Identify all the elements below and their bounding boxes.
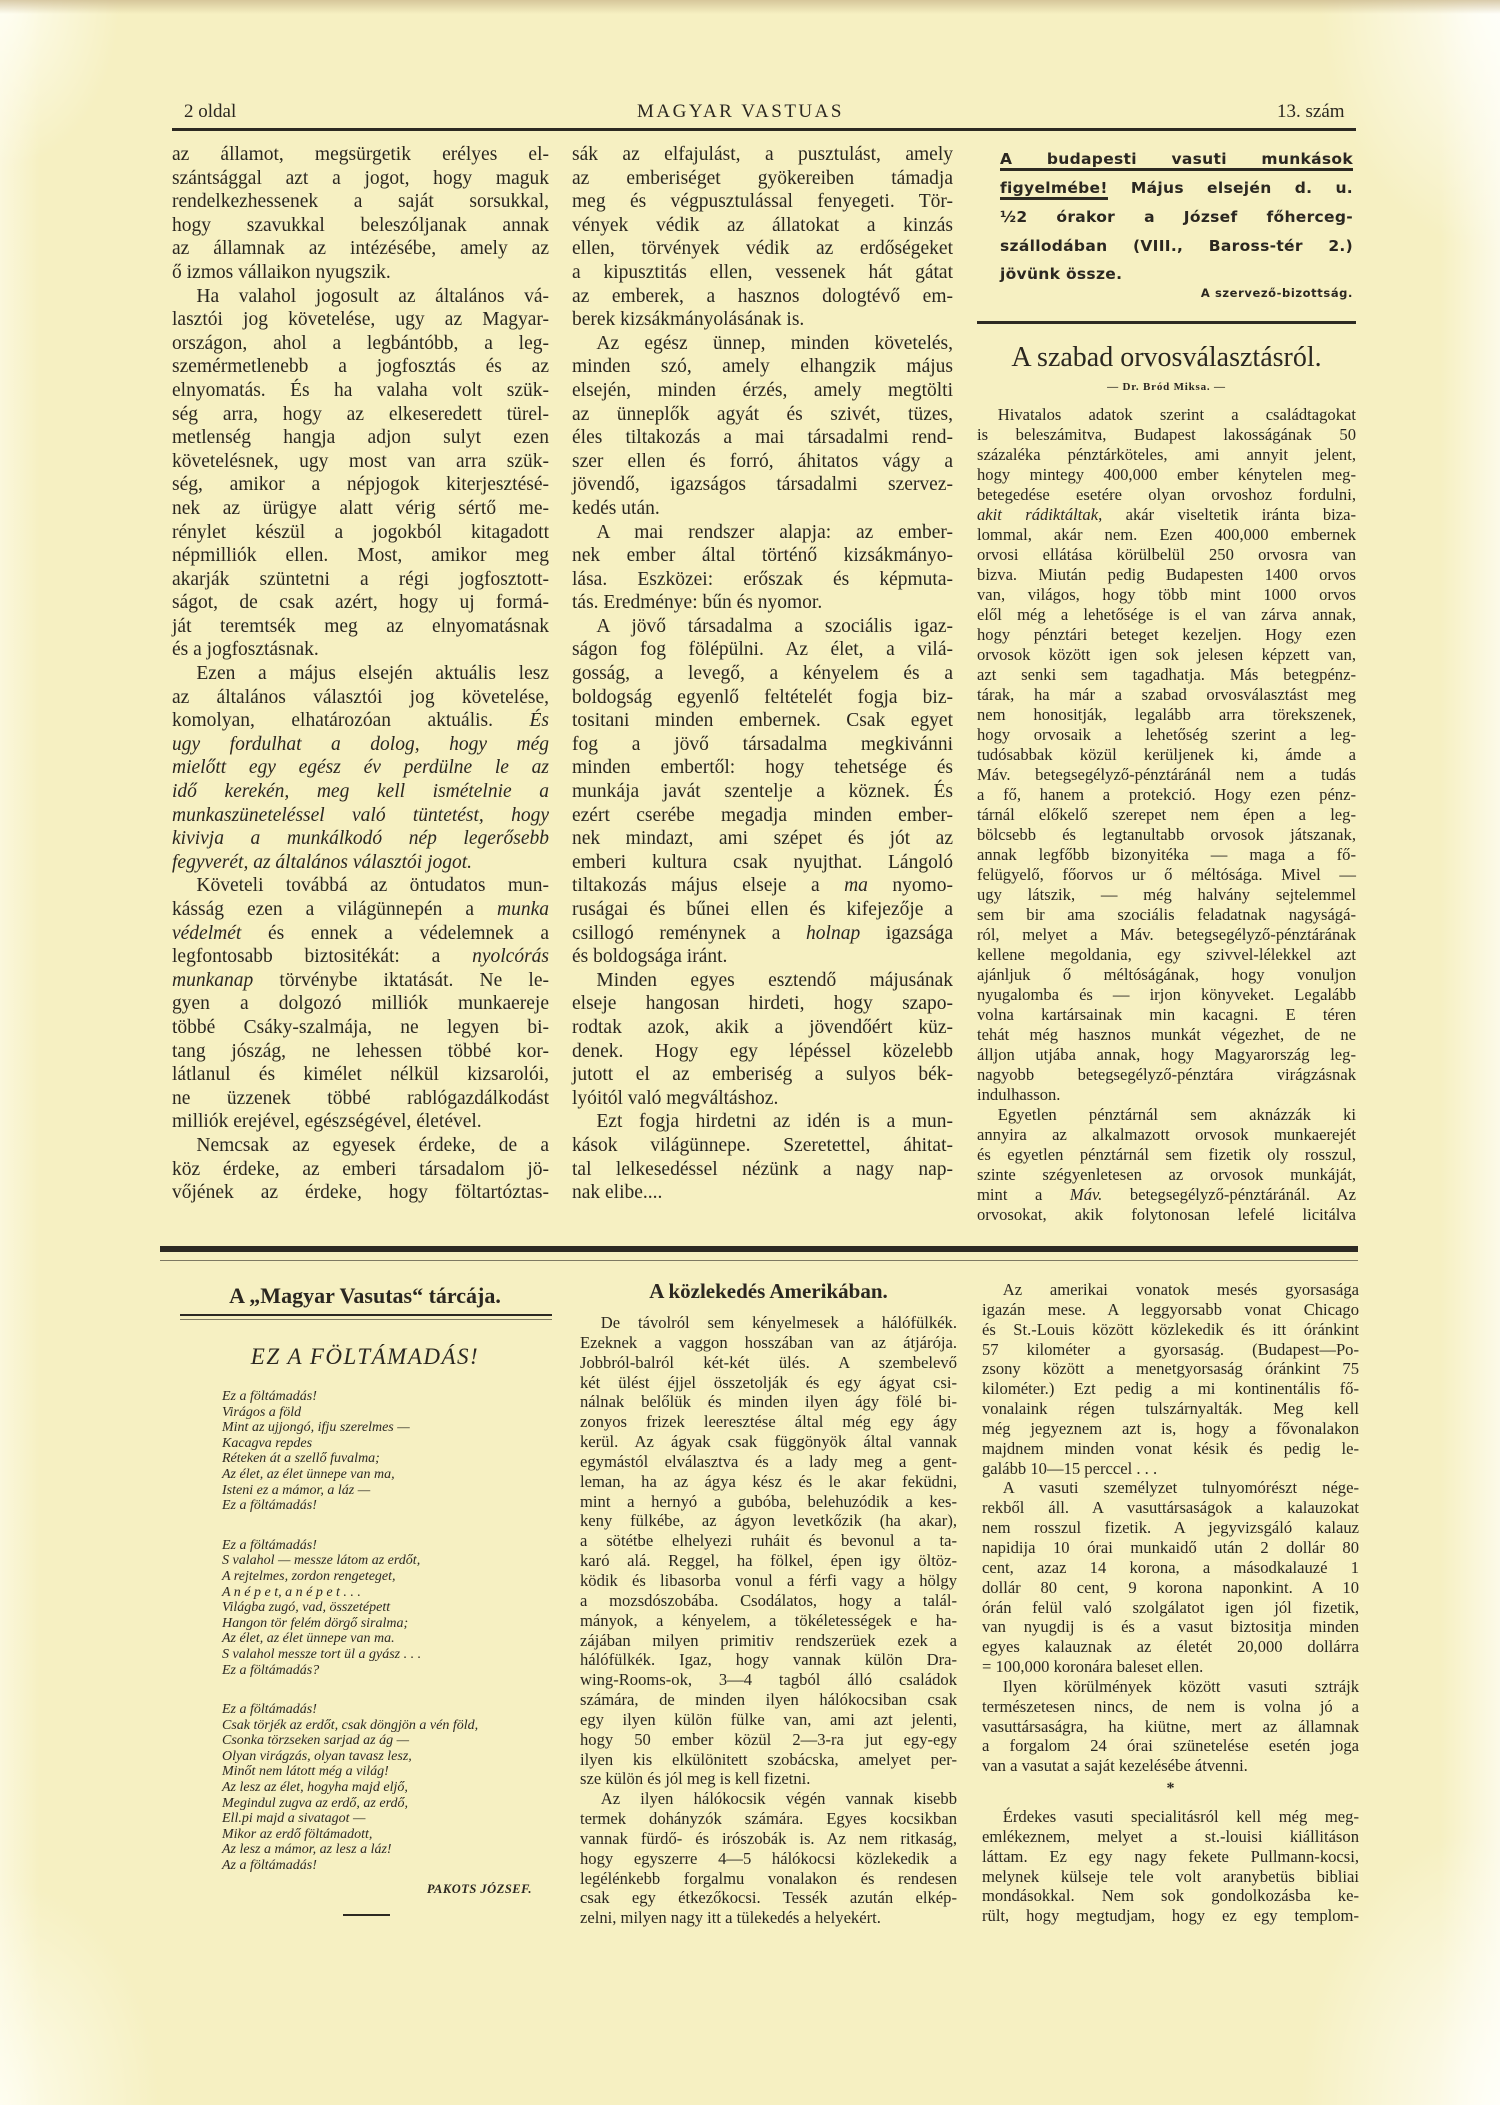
text-line: a sötétbe elhelyezi ruháit és bevonul a ta- (580, 1531, 957, 1551)
text-line: és boldogsága iránt. (572, 946, 728, 968)
text-line (172, 756, 549, 780)
poem-line: S valahol messze tort ül a gyász . . . (222, 1646, 422, 1662)
text-line: gyen a dolgozó milliók munkaereje (172, 993, 549, 1015)
italic-text: védelmét (172, 922, 242, 944)
text-line: nak elibe.... (572, 1182, 663, 1204)
notice-line: A budapesti vasuti munkások (1000, 150, 1353, 171)
text-line: és a jogfosztásnak. (172, 639, 319, 661)
poem-title: EZ A FÖLTÁMADÁS! (250, 1344, 480, 1369)
text-line: ellen, törvények védik az erdőségeket (572, 238, 953, 260)
text-line: rodtak azok, akik a jövendőért küz- (572, 1016, 953, 1038)
text-line: nyugalomba és — irjon könyveket. Legalább (977, 985, 1356, 1004)
text-line: bizva. Miután pedig Budapesten 1400 orvos (977, 565, 1356, 584)
text-line: nem honositják, legalább arra törekszenek, (977, 705, 1356, 724)
text-line: ruságai és bűnei ellen és kifejezője a (572, 899, 953, 920)
text-line: tang jószág, ne lehessen többé kor- (172, 1040, 549, 1062)
italic-text: kivivja a munkálkodó nép legerősebb (172, 828, 549, 850)
notice-box (1000, 145, 1353, 287)
article-title: A szabad orvosválasztásról. (1011, 342, 1322, 373)
poem-line: Virágos a föld (222, 1404, 302, 1420)
poem-line: Az élet, az élet ünnepe van ma. (222, 1631, 395, 1647)
text-line: elnyomatás. És ha valaha volt szük- (172, 379, 549, 401)
poem-line: S valahol — messze látom az erdőt, (222, 1553, 421, 1569)
text-line: hogy orvosaik a lehetőség szerint a leg- (977, 725, 1356, 744)
notice-signature: A szervező-bizottság. (1200, 286, 1353, 300)
text-line: Ilyen körülmények között vasuti sztrájk (1002, 1676, 1359, 1696)
text-line: zájában milyen primitiv rendszerüek ezek a (580, 1630, 957, 1650)
text-line: betegedése esetére olyan orvoshoz fordulni, (977, 485, 1356, 504)
text-line: mint a hernyó a gubóba, belehuzódik a kes- (580, 1491, 957, 1511)
poem (222, 1389, 552, 1874)
text-line: vonalaink régen tulszárnyalták. Meg kell (982, 1399, 1359, 1419)
text-line (172, 898, 549, 922)
text-line: sák az elfajulást, a pusztulást, amely (572, 144, 953, 165)
text-line: emlékeznem, melyet a st.-louisi kiállitáson (982, 1826, 1359, 1846)
text-line (977, 1185, 1356, 1205)
text-line: elsején, minden érzés, amely megtölti (572, 379, 953, 401)
text-line: zonyos frizek leeresztése által még egy ágy (580, 1412, 957, 1432)
italic-text: munkanap (172, 969, 254, 991)
poem-line: Kacagva repdes (222, 1435, 313, 1451)
text-line: felügyelő, főorvos ur ő méltósága. Mivel — (977, 865, 1356, 884)
text-line: elől még a lehetősége is el van zárva annak, (977, 605, 1356, 624)
text-line (172, 827, 549, 851)
text-line: kellene megoldania, egy szivvel-lélekkel azt (977, 945, 1356, 964)
text-line: nek az ürügye alatt vérig sértő me- (172, 497, 549, 519)
text-line: lasztói jog követelése, ugy az Magyar- (172, 309, 549, 331)
heading-rule (180, 1319, 552, 1320)
text-line: Minden egyes esztendő májusának (596, 969, 953, 991)
text-line: mányok, a kényelem, a tökéletességek e ha- (580, 1610, 957, 1630)
poem-line: A rejtelmes, zordon rengeteget, (222, 1568, 396, 1584)
text-line: hogy egyszerre 4—5 hálókocsi közlekedik a (580, 1848, 957, 1868)
text-line: még jegyeznem azt is, hogy a fővonalakon (982, 1418, 1359, 1438)
italic-text: ugy fordulhat a dolog, hogy még (172, 733, 549, 755)
poem-line: Ez a föltámadás! (222, 1389, 317, 1404)
text-line: Követeli továbbá az öntudatos mun- (196, 875, 549, 897)
article-title: A közlekedés Amerikában. (649, 1279, 888, 1303)
text-line: tárnál előkelő szerepet nem épen a leg- (977, 805, 1356, 824)
text-line (172, 969, 549, 993)
text-line (172, 922, 549, 946)
poem-line: Csonka törzseken sarjad az ág — (222, 1733, 410, 1749)
text-line: milliók erejével, egészségével, életével. (172, 1111, 482, 1133)
text-line: van, világos, hogy több mint 1000 orvos (977, 585, 1356, 604)
text-line: a fő, hanem a protekció. Hogy ezen pénz- (977, 785, 1356, 804)
poem-line: Megindul zugva az erdő, az erdő, (222, 1795, 408, 1811)
text-line: munkája javát szentelje a köznek. És (572, 781, 953, 803)
text-line: nálnak belőlük és minden ilyen ágy fölé bi- (580, 1392, 957, 1412)
text-line: cent, azaz 14 korona, a másodkalauzé 1 (982, 1557, 1359, 1577)
text-line: a mozsdószobába. Csodálatos, hogy a talál- (580, 1590, 957, 1610)
text-line: szinte szégyenletesen az orvosok munkáját, (977, 1165, 1356, 1184)
notice-line: Május elsején d. u. (1107, 179, 1353, 197)
text-line: legélénkebb forgalmu vonalakon és rendesen (580, 1868, 957, 1888)
text-line: orvosokat, akik folytonosan lefelé licitálva (977, 1205, 1356, 1224)
text-segment: komolyan, elhatározóan aktuális. (172, 710, 530, 732)
italic-text: nyolcórás (472, 946, 549, 968)
text-line: majdnem minden vonat késik és pedig le- (982, 1438, 1359, 1458)
text-line: keny fülkébe, az ágyon levetkőzik (ha akar), (580, 1511, 957, 1531)
text-line: orvosok között igen sok jelesen képzett van, (977, 645, 1356, 664)
text-line: indulhasson. (977, 1085, 1061, 1104)
text-line: minden szó, amely elhangzik május (572, 356, 953, 378)
text-line: akarják szüntetni a régi jogfosztott- (172, 568, 549, 590)
text-segment: betegsegélyző-pénztáránál. Az (1102, 1185, 1357, 1204)
text-line: ról, melyet a Máv. betegsegélyző-pénztárának (977, 925, 1356, 944)
text-line: ságon fog fölépülni. Az élet, a vilá- (572, 639, 953, 661)
article-byline: — Dr. Bród Miksa. — (1107, 381, 1226, 393)
poem-line: Az lesz az élet, hogyha majd eljő, (222, 1780, 408, 1796)
text-line: zsony között a menetgyorsaság óránkint 75 (982, 1359, 1359, 1379)
text-line: ját teremtsék meg az elnyomatásnak (172, 615, 549, 637)
text-line: kások világünnepe. Szeretettel, áhitat- (572, 1134, 953, 1156)
text-segment: tiltakozás május elseje a (572, 875, 845, 897)
text-line: százaléka pénztárköteles, ami annyit jelent, (977, 445, 1356, 464)
text-line: annak legfőbb bizonyitéka — maga a fő- (977, 845, 1356, 864)
text-line: egy ilyen külön fülke van, ami azt jelenti, (580, 1709, 957, 1729)
text-line: hogy 50 ember közül 2—3-ra jut egy-egy (580, 1729, 957, 1749)
text-line: népmilliók ellen. Most, amikor meg (172, 545, 549, 567)
text-line: wing-Rooms-ok, 3—4 tagból álló családok (580, 1670, 957, 1690)
poem-line: Az lesz a mámor, az lesz a láz! (222, 1842, 392, 1858)
text-line: Ezeknek a vaggon hosszában van az átjárója. (580, 1332, 957, 1352)
italic-text: idő kerekén, meg kell ismételnie a (172, 781, 549, 803)
text-line: ség arra, hogy az elkeseredett türel- (172, 403, 549, 425)
end-rule (343, 1914, 390, 1916)
article-america-column-1 (580, 1313, 957, 1928)
text-line: ajánljuk ő méltóságának, hogy vonuljon (977, 965, 1356, 984)
text-line: ezért cserébe megadja minden ember- (572, 804, 953, 826)
text-line: Az egész ünnep, minden követelés, (596, 332, 953, 354)
text-line: követelésnek, ugy most van arra szük- (172, 450, 549, 472)
text-line: volna kartársainak min kacagni. E téren (977, 1005, 1356, 1024)
text-line: berek kizsákmányolásának is. (572, 309, 805, 331)
text-segment: törvénybe iktatását. Ne le- (253, 969, 549, 991)
text-line: metlenség hangja adjon sulyt ezen (172, 427, 549, 449)
text-line (977, 505, 1356, 525)
text-line (172, 733, 549, 757)
italic-text: mielőtt egy egész év perdülne le az (172, 757, 549, 779)
text-line: rénylet készül a jogokból kitagadott (172, 521, 549, 543)
text-line: vőjének az érdeke, hogy föltartóztas- (172, 1182, 549, 1204)
text-line: tás. Eredménye: bűn és nyomor. (572, 592, 823, 614)
text-line: is beleszámitva, Budapest lakosságának 50 (977, 425, 1356, 444)
poem-stanza (222, 1538, 552, 1678)
poem-line: Ell.pi majd a sivatagot — (222, 1811, 366, 1827)
text-line: zelni, milyen nagy itt a tülekedés a helyekért. (580, 1908, 881, 1928)
poem-line: Az a föltámadás! (222, 1858, 317, 1874)
text-line: van a vasutat a saját kezelésébe átvenni. (982, 1756, 1248, 1776)
text-line: az emberek, a hasznos dologtévő em- (572, 285, 953, 307)
text-line: rekből áll. A vasuttársaságok a kalauzokat (982, 1498, 1359, 1518)
section-divider-thick (160, 1246, 1358, 1252)
text-line: az általános választói jog követelése, (172, 686, 549, 708)
text-line: sze külön és jól meg is kell fizetni. (580, 1769, 811, 1789)
text-line: Jobbról-balról két-két ülés. A szembelevő (580, 1352, 957, 1372)
notice-line: szállodában (VIII., Baross-tér 2.) (1000, 237, 1353, 255)
poem-line: Ez a föltámadás! (222, 1498, 317, 1514)
text-line: nem rosszul fizetik. A jegyvizsgáló kalauz (982, 1518, 1359, 1538)
text-line: rült, hogy megtudjam, hogy ez egy templom- (982, 1906, 1359, 1926)
text-line: A jövő társadalma a szociális igaz- (596, 615, 953, 637)
text-line: szer ellen és forró, áhitatos vágy a (572, 450, 953, 472)
text-line: egyes kalauznak az életét 20,000 dollárra (982, 1637, 1359, 1657)
text-line: és St.-Louis között közlekedik és itt óránkint (982, 1319, 1359, 1339)
text-line: = 100,000 koronára baleset ellen. (982, 1657, 1204, 1677)
text-line: számára, de minden ilyen hálókocsiban csak (580, 1690, 957, 1710)
text-line: A mai rendszer alapja: az ember- (596, 521, 953, 543)
text-line: ságot, de csak azért, hogy uj formá- (172, 592, 549, 614)
notice-line: ½2 órakor a József főherceg- (1000, 208, 1353, 226)
text-line: Az amerikai vonatok mesés gyorsasága (1002, 1280, 1359, 1299)
text-line: tudósabbak közül kerüljenek ki, ámde a (977, 745, 1356, 764)
text-line: dollár 80 cent, 9 korona naponkint. A 10 (982, 1577, 1359, 1597)
text-line (172, 780, 549, 804)
poem-line: A n é p e t, a n é p e t . . . (222, 1584, 361, 1600)
text-line: rendelkezhessenek a saját sorsukkal, (172, 191, 549, 213)
text-line: fog a jövő társadalma megkivánni (572, 733, 953, 755)
text-line: termek dohányzók számára. Egyes kocsikban (580, 1809, 957, 1829)
text-line: tehát még hasznos munkát végezhet, de ne (977, 1025, 1356, 1044)
text-segment: nyomo- (867, 875, 953, 897)
section-asterisk: * (1166, 1780, 1175, 1797)
text-line: az államnak az intézésébe, amely az (172, 238, 549, 260)
text-line: órán felül való szolgálatot igen jól fizetik, (982, 1597, 1359, 1617)
text-line: hogy mintegy 400,000 ember kénytelen meg- (977, 465, 1356, 484)
text-line: és egyetlen pénztárnál sem fizetik oly rosszul, (977, 1145, 1356, 1164)
poem-line: Az élet, az élet ünnepe van ma, (222, 1466, 395, 1482)
text-line: a kipusztitás ellen, vessenek hát gátat (572, 261, 953, 283)
text-line (572, 922, 953, 946)
text-line: egymástól elválasztva és a lady meg a gent- (580, 1451, 957, 1471)
issue-number: 13. szám (1277, 101, 1345, 122)
poem-line: Hangon tör felém dörgő siralma; (222, 1615, 409, 1631)
text-line (572, 874, 953, 898)
italic-text: munkaszüneteléssel való tüntetést, hogy (172, 804, 549, 826)
notice-line: jövünk össze. (1000, 265, 1123, 283)
italic-text: holnap (806, 922, 861, 944)
text-line: az emberiséget gyökereiben támadja (572, 167, 953, 189)
text-line (172, 709, 549, 733)
italic-text: És (529, 710, 549, 732)
italic-text: fegyverét, az általános választói jogot. (172, 851, 473, 873)
page-number: 2 oldal (184, 101, 237, 122)
article-may-day-column-1 (172, 143, 549, 1205)
poem-line: Világba zugó, vad, összetépett (222, 1600, 391, 1616)
text-segment: csillogó reménynek a (572, 922, 807, 944)
text-line: ség, amikor a népjogok kiterjesztésé- (172, 474, 549, 496)
paper-stain (0, 0, 1500, 14)
poem-line: Ez a föltámadás! (222, 1537, 317, 1553)
text-line (172, 945, 549, 969)
poem-line: Csak törjék az erdőt, csak döngjön a vén föld, (222, 1717, 479, 1733)
text-line: annyira az alkalmazott orvosok munkaerejét (977, 1125, 1356, 1144)
section-divider-thin (160, 1260, 1358, 1261)
text-line (172, 804, 549, 828)
text-line: láttam. Ez egy nagy fekete Pullmann-kocsi, (982, 1846, 1359, 1866)
text-line: éles tiltakozás a mai társadalmi rend- (572, 427, 953, 449)
text-segment: mint a (977, 1185, 1070, 1204)
text-line: lyóitól való megváltáshoz. (572, 1087, 779, 1109)
text-line: denek. Hogy egy lépéssel közelebb (572, 1040, 953, 1062)
notice-line: figyelmébe! (1000, 179, 1108, 200)
text-line: szántsággal azt a jogot, hogy maguk (172, 167, 549, 189)
text-line: Egyetlen pénztárnál sem aknázzák ki (997, 1105, 1356, 1124)
text-line: kerül. Az ágyak csak függönyök által vannak (580, 1432, 957, 1452)
text-line: Nemcsak az egyesek érdeke, de a (196, 1134, 549, 1156)
text-line: emberi kultura csak nyujthat. Lángoló (572, 851, 953, 873)
text-line: azt senki sem tagadhatja. Más betegpénz- (977, 665, 1356, 684)
text-line: ugy látszik, — még halvány sejtelemmel (977, 885, 1356, 904)
text-line: Ezen a május elsején aktuális lesz (196, 663, 549, 685)
text-line: két ülést éjjel összetolják és egy ágyat csi- (580, 1372, 957, 1392)
header-rule (172, 128, 1356, 131)
poem-line: Réteken át a szellő fuvalma; (222, 1451, 380, 1467)
text-line: országon, ahol a legbántóbb, a leg- (172, 332, 549, 354)
italic-text: akit rádiktáltak, (977, 505, 1103, 524)
poem-line: Mikor az erdő föltámadott, (222, 1826, 373, 1842)
italic-text: ma (844, 875, 868, 897)
text-line: kedés után. (572, 497, 660, 519)
text-line: orvosi ellátása körülbelül 250 orvosra van (977, 545, 1356, 564)
text-line: csak egy étkezőkocsi. Tessék azután elkép- (580, 1888, 957, 1908)
text-line: nagyobb betegsegélyző-pénztára virágzásnak (977, 1065, 1356, 1084)
text-line: ő izmos vállaikon nyugszik. (172, 261, 391, 283)
poem-line: Minőt nem látott még a világ! (222, 1764, 389, 1780)
text-line: látlanul és kimélet nélkül kizsarolói, (172, 1064, 549, 1086)
text-line: hogy szavukkal beleszóljanak annak (172, 214, 549, 236)
text-line: köz érdeke, az emberi társadalom jö- (172, 1158, 549, 1180)
text-line: nek ember által történő kizsákmányo- (572, 545, 953, 567)
text-line: vasuttársaságra, ha kiütne, mert az államnak (982, 1716, 1359, 1736)
text-line: Ha valahol jogosult az általános vá- (196, 285, 549, 307)
text-line: bölcsebb és legtanultabb orvosok játszanak, (977, 825, 1356, 844)
text-line: mondásokkal. Nem sok gondolkozásba ke- (982, 1886, 1359, 1906)
poem-line: Isteni ez a mámor, a láz — (222, 1482, 371, 1498)
text-line: szemérmetlenebb a jogfosztás és az (172, 356, 549, 378)
text-line: jövendő, igazságos társadalmi szervez- (572, 474, 953, 496)
article-america-column-2 (982, 1280, 1359, 1776)
italic-text: Máv. (1069, 1185, 1103, 1204)
text-line: álljon utjába annak, hogy Magyarország leg- (977, 1045, 1356, 1064)
text-line: természetesen nincs, de nem is volna jó a (982, 1696, 1359, 1716)
text-line: többé Csáky-szalmája, ne legyen bi- (172, 1016, 549, 1038)
text-segment: kásság ezen a világünnepén a (172, 899, 497, 920)
article-america-column-2-continued (982, 1807, 1359, 1926)
article-may-day-column-2 (572, 143, 953, 1205)
text-line: ködik és libasorba vonul a férfi vagy a hölgy (580, 1570, 957, 1590)
poem-stanza (222, 1702, 552, 1874)
article-doctor-choice-body (977, 405, 1356, 1225)
text-line (172, 851, 549, 875)
text-line: jutott el az emberiség a sulyos bék- (572, 1064, 953, 1086)
poem-line: Mint az ujjongó, ifju szerelmes — (222, 1420, 410, 1436)
text-line: hálófülkék. Igaz, hogy vannak külön Dra- (580, 1650, 957, 1670)
section-rule (977, 321, 1356, 324)
text-segment: akár viseltetik iránta biza- (1102, 505, 1356, 524)
text-line: ne üzzenek többé rablógazdálkodást (172, 1087, 549, 1109)
text-line: meg és végpusztulással fenyegeti. Tör- (572, 191, 953, 213)
poem-line: Ez a föltámadás! (222, 1702, 317, 1718)
feuilleton-heading: A „Magyar Vasutas“ tárcája. (229, 1283, 501, 1308)
text-line: nek mindazt, ami szépet és jót az (572, 828, 953, 850)
text-line: igazán mese. A leggyorsabb vonat Chicago (982, 1299, 1359, 1319)
text-line: az államot, megsürgetik erélyes el- (172, 144, 549, 165)
text-line: tositani minden embernek. Csak egyet (572, 710, 953, 732)
text-line: melynek külseje tele volt aranybetüs bibliai (982, 1866, 1359, 1886)
text-line: A vasuti személyzet tulnyomórészt nége- (1002, 1478, 1359, 1498)
heading-rule (180, 1314, 552, 1316)
poem-author: PAKOTS JÓZSEF. (426, 1882, 532, 1896)
text-line: Hivatalos adatok szerint a családtagokat (997, 405, 1356, 424)
text-line: tal lelkesedéssel nézünk a nagy nap- (572, 1158, 953, 1180)
text-line: vények védik az állatokat a kinzás (572, 214, 953, 236)
poem-line: Ez a föltámadás? (222, 1662, 320, 1678)
text-line: hogy pénztári beteget kezeljen. Hogy ezen (977, 625, 1356, 644)
text-line: ilyen kis elkülönitett szobácska, amelyet per- (580, 1749, 957, 1769)
text-segment: legfontosabb biztositékát: a (172, 946, 473, 968)
text-line: Ezt fogja hirdetni az idén is a mun- (596, 1111, 953, 1133)
text-line: galább 10—15 perccel . . . (982, 1458, 1158, 1478)
text-line: lommal, akár nem. Ezen 400,000 embernek (977, 525, 1356, 544)
text-line: a forgalom 24 órai szünetelése esetén joga (982, 1736, 1359, 1756)
text-line: kilométer.) Ezt pedig a mi kontinentális fő- (982, 1379, 1359, 1399)
text-line: karó alá. Reggel, ha fölkel, épen igy öltöz- (580, 1551, 957, 1571)
text-line: 57 kilométer a gyorsaság. (Budapest—Po- (982, 1339, 1359, 1359)
text-line: lása. Eszközei: erőszak és képmuta- (572, 568, 953, 590)
poem-line: Olyan virágzás, olyan tavasz lesz, (222, 1748, 412, 1764)
text-line: elseje hangosan hirdeti, hogy szapo- (572, 993, 953, 1015)
poem-stanza (222, 1389, 552, 1514)
text-line: Máv. betegsegélyző-pénztáránál nem a tudás (977, 765, 1356, 784)
text-line: minden embertől: hogy tehetsége és (572, 757, 953, 779)
text-line: napidija 10 órai munkaidő után 2 dollár 80 (982, 1537, 1359, 1557)
text-segment: és ennek a védelemnek a (241, 922, 549, 944)
text-line: sem bir ama szociális feladatnak nagyságá- (977, 905, 1356, 924)
text-line: tárak, ha már a szabad orvosválasztást meg (977, 685, 1356, 704)
newspaper-title: MAGYAR VASTUAS (637, 101, 844, 122)
text-line: boldogság egyenlő feltételét fogja biz- (572, 686, 953, 708)
text-line: van nyugdij is és a vasut biztositja minden (982, 1617, 1359, 1637)
text-line: Érdekes vasuti specialitásról kell még meg- (1002, 1807, 1359, 1826)
text-line: Az ilyen hálókocsik végén vannak kisebb (600, 1789, 957, 1809)
text-line: leman, ha az ágya kész és le akar feküdni, (580, 1471, 957, 1491)
italic-text: munka (497, 899, 549, 920)
text-line: De távolról sem kényelmesek a hálófülkék. (600, 1313, 957, 1332)
text-line: vannak fürdő- és irószobák is. Az nem ritkaság, (580, 1828, 957, 1848)
text-line: gosság, a levegő, a kényelem és a (572, 663, 953, 685)
text-segment: igazsága (860, 922, 953, 944)
text-line: az ünneplők agyát és szivét, tüzes, (572, 403, 953, 425)
